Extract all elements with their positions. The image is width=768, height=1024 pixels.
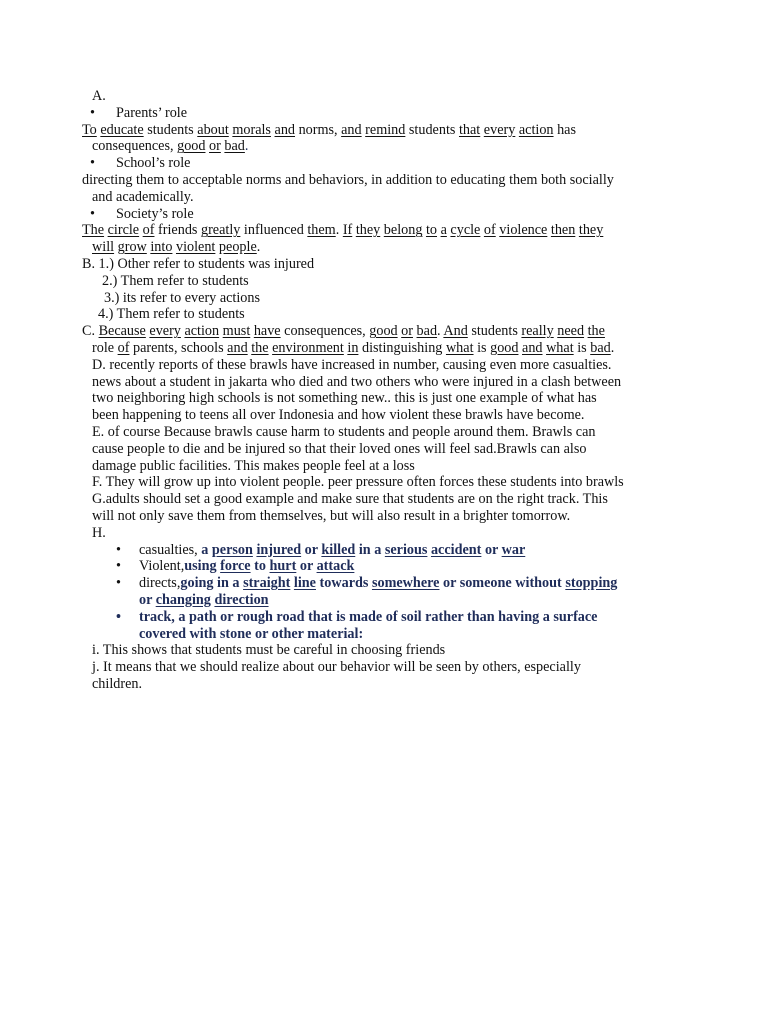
definition-directs-line-1: • directs,going in a straight line towards somewhere or someone without stopping [0,575,768,592]
parents-role-line-1: To educate students about morals and norms, and remind students that every action has [82,121,576,138]
section-g-line-1: G.adults should set a good example and make sure that students are on the right track. This [92,491,608,508]
section-c-line-2: role of parents, schools and the environment in distinguishing what is good and what is bad. [92,339,615,356]
section-b-line-2: 2.) Them refer to students [102,272,249,289]
section-a-label: A. [92,88,106,104]
section-d-line-1: D. recently reports of these brawls have increased in number, causing even more casualties. [92,356,612,373]
school-role-line-2: and academically. [92,188,194,205]
society-role-line-1: The circle of friends greatly influenced them. If they belong to a cycle of violence then they [82,222,604,239]
section-j-line-1: j. It means that we should realize about our behavior will be seen by others, especially [92,659,581,676]
parents-role-heading: • Parents’ role [0,105,768,122]
section-j-line-2: children. [92,675,143,692]
section-b-line-4: 4.) Them refer to students [98,306,245,323]
school-role-line-1: directing them to acceptable norms and behaviors, in addition to educating them both socially [82,171,614,188]
section-i-line-1: i. This shows that students must be careful in choosing friends [92,642,446,659]
section-e-line-2: cause people to die and be injured so that their loved ones will feel sad.Brawls can also [92,440,587,457]
section-b-line-1: B. 1.) Other refer to students was injured [82,255,315,272]
section-f-line-1: F. They will grow up into violent people. peer pressure often forces these students into brawls [92,474,624,491]
society-role-heading: • Society’s role [0,206,768,223]
section-e-line-3: damage public facilities. This makes people feel at a loss [92,457,415,474]
definition-track-line-2: covered with stone or other material: [139,625,364,642]
definition-casualties: • casualties, a person injured or killed in a serious accident or war [0,542,768,559]
society-role-line-2: will grow into violent people. [92,239,261,256]
parents-role-line-2: consequences, good or bad. [92,138,249,155]
section-d-line-3: two neighboring high schools is not something new.. this is just one example of what has [92,390,597,407]
section-c-line-1: C. Because every action must have consequences, good or bad. And students really need the [82,323,605,340]
section-h-label: H. [92,524,106,541]
section-d-line-2: news about a student in jakarta who died and two others who were injured in a clash between [92,373,622,390]
school-role-heading: • School’s role [0,155,768,172]
definition-directs-line-2: or changing direction [139,591,269,608]
section-d-line-4: been happening to teens all over Indonesia and how violent these brawls have become. [92,407,585,424]
section-g-line-2: will not only save them from themselves, but will also result in a brighter tomorrow. [92,507,571,524]
section-e-line-1: E. of course Because brawls cause harm to students and people around them. Brawls can [92,423,596,440]
definition-track-line-1: • track, a path or rough road that is made of soil rather than having a surface [0,609,768,626]
section-b-line-3: 3.) its refer to every actions [104,289,261,306]
definition-violent: • Violent,using force to hurt or attack [0,558,768,575]
document-page [0,88,768,693]
